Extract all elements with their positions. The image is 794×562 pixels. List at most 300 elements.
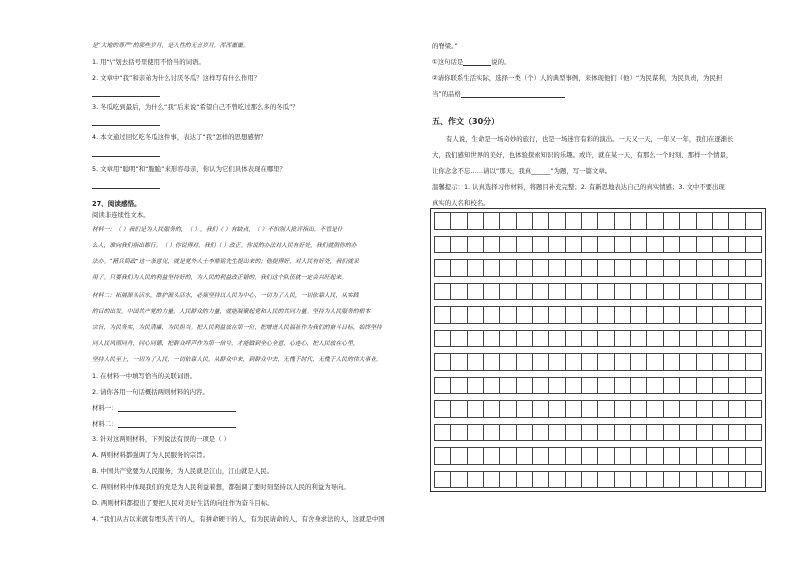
grid-cell[interactable] [680,283,696,301]
grid-cell[interactable] [500,400,516,418]
grid-cell[interactable] [631,306,647,324]
grid-cell[interactable] [647,447,663,465]
grid-cell[interactable] [500,306,516,324]
grid-cell[interactable] [533,330,549,348]
grid-cell[interactable] [713,259,729,277]
grid-cell[interactable] [647,212,663,230]
grid-cell[interactable] [434,424,451,442]
grid-cell[interactable] [484,353,500,371]
grid-cell[interactable] [729,471,745,489]
grid-cell[interactable] [664,306,680,324]
grid-cell[interactable] [697,377,713,395]
grid-row [434,259,762,277]
grid-cell[interactable] [582,424,598,442]
grid-cell[interactable] [631,377,647,395]
grid-cell[interactable] [647,471,663,489]
grid-cell[interactable] [598,236,614,254]
grid-cell[interactable] [517,353,533,371]
grid-cell[interactable] [647,236,663,254]
grid-cell[interactable] [664,353,680,371]
composition-section-title: 五、作文（30分） [432,117,500,126]
answer-line-3[interactable] [92,125,160,126]
grid-row [434,330,762,348]
part-1-suffix: 说的。 [491,58,511,66]
grid-cell[interactable] [680,377,696,395]
grid-cell[interactable] [517,471,533,489]
grid-cell[interactable] [549,259,565,277]
grid-cell[interactable] [598,377,614,395]
grid-cell[interactable] [517,424,533,442]
grid-cell[interactable] [500,424,516,442]
grid-cell[interactable] [549,353,565,371]
grid-cell[interactable] [664,471,680,489]
grid-cell[interactable] [468,377,484,395]
grid-cell[interactable] [615,212,631,230]
grid-cell[interactable] [533,377,549,395]
part-1-prefix: ①这句话是 [432,58,464,66]
grid-cell[interactable] [451,283,467,301]
grid-cell[interactable] [598,400,614,418]
grid-cell[interactable] [517,306,533,324]
material-2-line: 材料二：拓展源头活水，维护源头活水，必须坚持以人民为中心，一切为了人民，一切依靠人民，从实践 [92,293,359,299]
grid-cell[interactable] [729,283,745,301]
grid-cell[interactable] [484,306,500,324]
answer-line-2[interactable] [92,96,160,97]
grid-cell[interactable] [729,447,745,465]
material-1-line: 材料一：（ ）我们是为人民服务的，（ ），我们（ ）有缺点，（ ）不怕别人批评指出。不管是什 [92,227,343,233]
grid-cell[interactable] [566,212,582,230]
material-1-line: 用了。只要我们为人民的利益坚持好的，为人民的利益改正错的，我们这个队伍就一定会兴旺起来。 [92,275,348,281]
grid-cell[interactable] [631,330,647,348]
sub-question-2: 2. 请你各用一句话概括两则材料的内容。 [92,388,209,396]
grid-cell[interactable] [582,283,598,301]
grid-cell[interactable] [697,330,713,348]
grid-cell[interactable] [664,212,680,230]
material-2-answer-blank[interactable] [118,421,236,428]
grid-cell[interactable] [434,330,451,348]
grid-cell[interactable] [713,236,729,254]
grid-row [434,471,762,489]
grid-cell[interactable] [468,236,484,254]
grid-cell[interactable] [680,259,696,277]
grid-cell[interactable] [549,283,565,301]
grid-cell[interactable] [533,212,549,230]
grid-cell[interactable] [746,447,762,465]
grid-cell[interactable] [468,306,484,324]
grid-cell[interactable] [680,212,696,230]
grid-cell[interactable] [729,400,745,418]
grid-cell[interactable] [713,353,729,371]
grid-cell[interactable] [598,259,614,277]
grid-cell[interactable] [729,306,745,324]
composition-prompt-line: 有人说，生命是一场奇妙的旅行，也是一场迷宫有彩的演出。一天又一天，一年又一年，我们在逐渐长 [446,135,734,143]
grid-cell[interactable] [582,259,598,277]
grid-cell[interactable] [566,400,582,418]
grid-cell[interactable] [434,471,451,489]
grid-cell[interactable] [598,424,614,442]
grid-cell[interactable] [598,283,614,301]
question-4: 4. 本文通过回忆吃冬瓜这件事，表达了“我”怎样的思想感情？ [92,133,267,141]
grid-cell[interactable] [697,212,713,230]
grid-cell[interactable] [451,447,467,465]
grid-cell[interactable] [434,377,451,395]
grid-cell[interactable] [484,330,500,348]
grid-cell[interactable] [566,283,582,301]
grid-cell[interactable] [517,283,533,301]
grid-cell[interactable] [468,424,484,442]
grid-cell[interactable] [434,259,451,277]
grid-cell[interactable] [664,400,680,418]
grid-cell[interactable] [549,400,565,418]
grid-cell[interactable] [713,306,729,324]
material-1-line: 法办。“精兵简政”这一条意见，就是党外人士李鼎铭先生提出来的；他提得好，对人民有好处，我们就采 [92,259,359,265]
grid-cell[interactable] [615,424,631,442]
grid-cell[interactable] [729,330,745,348]
grid-cell[interactable] [729,236,745,254]
material-1-answer [92,404,236,412]
grid-cell[interactable] [468,283,484,301]
grid-cell[interactable] [729,353,745,371]
grid-cell[interactable] [549,424,565,442]
grid-row [434,447,762,465]
option-c: C. 两则材料中体现我们的党是为人民利益着想，都强调了要时刻坚持以人民的利益为导向。 [92,483,350,491]
grid-cell[interactable] [582,306,598,324]
grid-cell[interactable] [598,330,614,348]
part-2-text: 当”的品格 [432,90,461,98]
grid-cell[interactable] [451,306,467,324]
grid-cell[interactable] [697,259,713,277]
grid-cell[interactable] [713,424,729,442]
grid-cell[interactable] [468,259,484,277]
grid-cell[interactable] [631,259,647,277]
sub-question-4-part-2: ②请你联系生活实际，选择一类（个）人的典型事例，来体现他们（他）“为民谋利，为民负责，为民担 [432,74,723,82]
grid-cell[interactable] [631,447,647,465]
grid-cell[interactable] [566,306,582,324]
sub-question-1: 1. 在材料一中填写恰当的关联词语。 [92,372,196,380]
grid-cell[interactable] [664,447,680,465]
composition-tips-end: 真实的人名和校名。 [432,199,490,207]
grid-cell[interactable] [517,236,533,254]
grid-row [434,400,762,418]
grid-cell[interactable] [631,283,647,301]
grid-cell[interactable] [533,400,549,418]
material-2-label: 材料二： [92,420,118,428]
grid-cell[interactable] [500,330,516,348]
grid-cell[interactable] [647,330,663,348]
grid-cell[interactable] [680,306,696,324]
grid-cell[interactable] [468,400,484,418]
grid-cell[interactable] [615,330,631,348]
answer-line-4[interactable] [92,156,160,157]
grid-cell[interactable] [713,471,729,489]
grid-cell[interactable] [500,212,516,230]
grid-cell[interactable] [484,259,500,277]
grid-cell[interactable] [664,236,680,254]
grid-cell[interactable] [500,377,516,395]
answer-line-5[interactable] [92,188,160,189]
sub-question-4-part-2-end [432,90,565,98]
grid-cell[interactable] [598,447,614,465]
grid-cell[interactable] [549,447,565,465]
material-1-label: 材料一： [92,404,118,412]
material-1-answer-blank[interactable] [118,405,236,412]
grid-cell[interactable] [434,283,451,301]
grid-cell[interactable] [533,259,549,277]
grid-cell[interactable] [647,377,663,395]
grid-row [434,212,762,230]
grid-cell[interactable] [697,306,713,324]
grid-cell[interactable] [517,259,533,277]
grid-cell[interactable] [468,353,484,371]
grid-cell[interactable] [647,306,663,324]
grid-cell[interactable] [615,283,631,301]
grid-cell[interactable] [746,259,762,277]
composition-prompt-line: 让你念念不忘……请以“那天，我真______”为题，写一篇文章。 [432,167,612,175]
grid-cell[interactable] [664,377,680,395]
grid-cell[interactable] [746,377,762,395]
grid-cell[interactable] [484,212,500,230]
grid-cell[interactable] [664,330,680,348]
option-b: B. 中国共产党要为人民服务，为人民就是江山，江山就是人民。 [92,467,273,475]
option-d: D. 两则材料都提出了要把人民对美好生活的向往作为奋斗目标。 [92,499,274,507]
grid-cell[interactable] [631,353,647,371]
grid-cell[interactable] [746,424,762,442]
grid-cell[interactable] [615,471,631,489]
grid-cell[interactable] [713,212,729,230]
grid-cell[interactable] [697,424,713,442]
grid-row [434,283,762,301]
grid-cell[interactable] [451,330,467,348]
material-2-line: 同人民风雨同舟，同心同德，把群众呼声作为第一信号，才能做到全心全意，心连心，把人民放在心里， [92,341,359,347]
grid-cell[interactable] [631,212,647,230]
grid-cell[interactable] [631,471,647,489]
composition-writing-grid[interactable] [430,208,766,492]
grid-cell[interactable] [680,400,696,418]
grid-cell[interactable] [729,212,745,230]
grid-cell[interactable] [615,377,631,395]
grid-cell[interactable] [566,377,582,395]
grid-cell[interactable] [434,212,451,230]
sub-question-4-part-1 [432,58,510,66]
grid-cell[interactable] [549,306,565,324]
grid-cell[interactable] [680,424,696,442]
reading-passage-tail: 是“大地的尊严”的那些岁月，是人性的无言岁月，浑浑噩噩。 [92,43,249,49]
grid-cell[interactable] [746,283,762,301]
grid-cell[interactable] [434,447,451,465]
grid-cell[interactable] [500,259,516,277]
grid-cell[interactable] [713,377,729,395]
grid-cell[interactable] [434,400,451,418]
grid-cell[interactable] [451,471,467,489]
grid-cell[interactable] [631,424,647,442]
grid-cell[interactable] [631,400,647,418]
grid-cell[interactable] [713,283,729,301]
grid-cell[interactable] [647,424,663,442]
grid-cell[interactable] [746,353,762,371]
grid-cell[interactable] [566,447,582,465]
grid-cell[interactable] [697,471,713,489]
grid-cell[interactable] [451,236,467,254]
grid-cell[interactable] [598,306,614,324]
grid-cell[interactable] [451,353,467,371]
grid-cell[interactable] [533,447,549,465]
grid-cell[interactable] [484,283,500,301]
grid-cell[interactable] [713,330,729,348]
grid-cell[interactable] [434,353,451,371]
grid-cell[interactable] [664,259,680,277]
sub-question-3: 3. 针对这两则材料，下列说法有误的一项是（ ） [92,435,230,443]
grid-cell[interactable] [647,283,663,301]
grid-cell[interactable] [598,212,614,230]
question-3: 3. 冬瓜吃到最后，为什么“我”后来说“希望自己不曾吃过那么多的冬瓜”？ [92,103,299,111]
grid-cell[interactable] [517,330,533,348]
grid-cell[interactable] [451,424,467,442]
grid-cell[interactable] [500,447,516,465]
grid-cell[interactable] [615,306,631,324]
grid-cell[interactable] [500,353,516,371]
grid-cell[interactable] [566,424,582,442]
grid-cell[interactable] [697,283,713,301]
grid-row [434,236,762,254]
grid-row [434,377,762,395]
composition-prompt-line: 大，我们感知世界的美好，也体验探索知识的乐趣。或许，就在某一天，有那么一个时刻、那样一个情景， [432,151,733,159]
grid-cell[interactable] [615,353,631,371]
quote-continuation: 的脊梁。” [432,42,458,50]
grid-cell[interactable] [680,236,696,254]
material-2-line: 坚持人民至上，一切为了人民，一切依靠人民，从群众中来，到群众中去，无愧于时代，无愧于人民的伟大事业。 [92,357,382,363]
grid-cell[interactable] [615,259,631,277]
grid-cell[interactable] [598,471,614,489]
grid-cell[interactable] [533,236,549,254]
grid-cell[interactable] [647,259,663,277]
sub-question-4: 4. “我们从古以来就有埋头苦干的人，有拼命硬干的人，有为民请命的人，有舍身求法的人，这就是中国 [92,515,385,523]
grid-cell[interactable] [468,212,484,230]
grid-cell[interactable] [729,377,745,395]
grid-cell[interactable] [680,330,696,348]
grid-cell[interactable] [746,306,762,324]
grid-cell[interactable] [451,259,467,277]
grid-cell[interactable] [566,259,582,277]
grid-cell[interactable] [615,400,631,418]
grid-cell[interactable] [500,283,516,301]
grid-cell[interactable] [566,471,582,489]
grid-cell[interactable] [468,447,484,465]
grid-cell[interactable] [582,471,598,489]
speaker-blank[interactable] [463,59,491,66]
grid-cell[interactable] [434,236,451,254]
grid-cell[interactable] [647,400,663,418]
grid-cell[interactable] [582,447,598,465]
material-1-line: 么人，谁向我们指出都行。（ ）你说得对，我们（ ）改正。你说的办法对人民有好处，我们就照你的办 [92,243,357,249]
grid-cell[interactable] [451,400,467,418]
grid-cell[interactable] [484,377,500,395]
section-27-title: 27、阅读感悟。 [92,200,141,208]
grid-cell[interactable] [582,330,598,348]
grid-cell[interactable] [484,236,500,254]
grid-cell[interactable] [517,400,533,418]
grid-cell[interactable] [484,471,500,489]
grid-cell[interactable] [451,377,467,395]
grid-cell[interactable] [549,377,565,395]
grid-cell[interactable] [746,212,762,230]
grid-cell[interactable] [664,283,680,301]
grid-cell[interactable] [582,236,598,254]
grid-cell[interactable] [729,259,745,277]
grid-cell[interactable] [631,236,647,254]
grid-cell[interactable] [615,236,631,254]
grid-cell[interactable] [582,377,598,395]
grid-cell[interactable] [746,330,762,348]
grid-cell[interactable] [598,353,614,371]
grid-cell[interactable] [500,471,516,489]
material-2-line: 的目的出发。中国共产党的力量，人民群众的力量，就能凝聚起党和人民的共同力量。坚持为人民服务的根本 [92,309,371,315]
grid-cell[interactable] [697,400,713,418]
grid-cell[interactable] [680,471,696,489]
grid-cell[interactable] [517,212,533,230]
grid-cell[interactable] [484,424,500,442]
grid-cell[interactable] [549,236,565,254]
grid-cell[interactable] [533,283,549,301]
grid-cell[interactable] [484,400,500,418]
grid-cell[interactable] [434,306,451,324]
grid-cell[interactable] [582,400,598,418]
grid-cell[interactable] [746,400,762,418]
grid-cell[interactable] [549,330,565,348]
material-2-answer [92,420,236,428]
grid-cell[interactable] [549,471,565,489]
grid-cell[interactable] [647,353,663,371]
grid-cell[interactable] [500,236,516,254]
quality-answer-blank[interactable] [461,91,565,98]
grid-cell[interactable] [615,447,631,465]
grid-cell[interactable] [549,212,565,230]
grid-cell[interactable] [582,353,598,371]
read-prompt: 阅读非连续性文本。 [92,211,150,219]
material-2-line: 宗旨，为民务实，为民清廉，为民担当。把人民利益放在第一位，把增进人民福祉作为我们的奋斗目标，始终坚持 [92,325,382,331]
grid-cell[interactable] [533,306,549,324]
grid-cell[interactable] [697,353,713,371]
grid-cell[interactable] [484,447,500,465]
grid-cell[interactable] [566,330,582,348]
grid-cell[interactable] [468,471,484,489]
grid-cell[interactable] [566,236,582,254]
grid-cell[interactable] [680,447,696,465]
grid-cell[interactable] [517,377,533,395]
grid-cell[interactable] [746,471,762,489]
grid-cell[interactable] [713,447,729,465]
grid-cell[interactable] [533,424,549,442]
grid-cell[interactable] [664,424,680,442]
grid-cell[interactable] [713,400,729,418]
question-2: 2. 文章中“我”和亲弟为什么讨厌冬瓜？这样写有什么作用？ [92,74,261,82]
grid-cell[interactable] [582,212,598,230]
grid-cell[interactable] [517,447,533,465]
question-5: 5. 文章用“聪明”和“脆脆”来形容母亲，你认为它们具体表现在哪里？ [92,165,286,173]
grid-cell[interactable] [468,330,484,348]
grid-row [434,424,762,442]
grid-cell[interactable] [697,236,713,254]
grid-cell[interactable] [451,212,467,230]
grid-cell[interactable] [746,236,762,254]
grid-cell[interactable] [680,353,696,371]
grid-cell[interactable] [533,353,549,371]
grid-cell[interactable] [697,447,713,465]
composition-tips: 温馨提示：1. 认真选择习作材料，将题目补充完整；2. 有新思地表达自己的真实情感；3. 文中不要出现 [432,183,725,191]
grid-cell[interactable] [566,353,582,371]
grid-cell[interactable] [729,424,745,442]
question-1: 1. 用“\”划去括号里使用不恰当的词语。 [92,58,205,66]
grid-cell[interactable] [533,471,549,489]
